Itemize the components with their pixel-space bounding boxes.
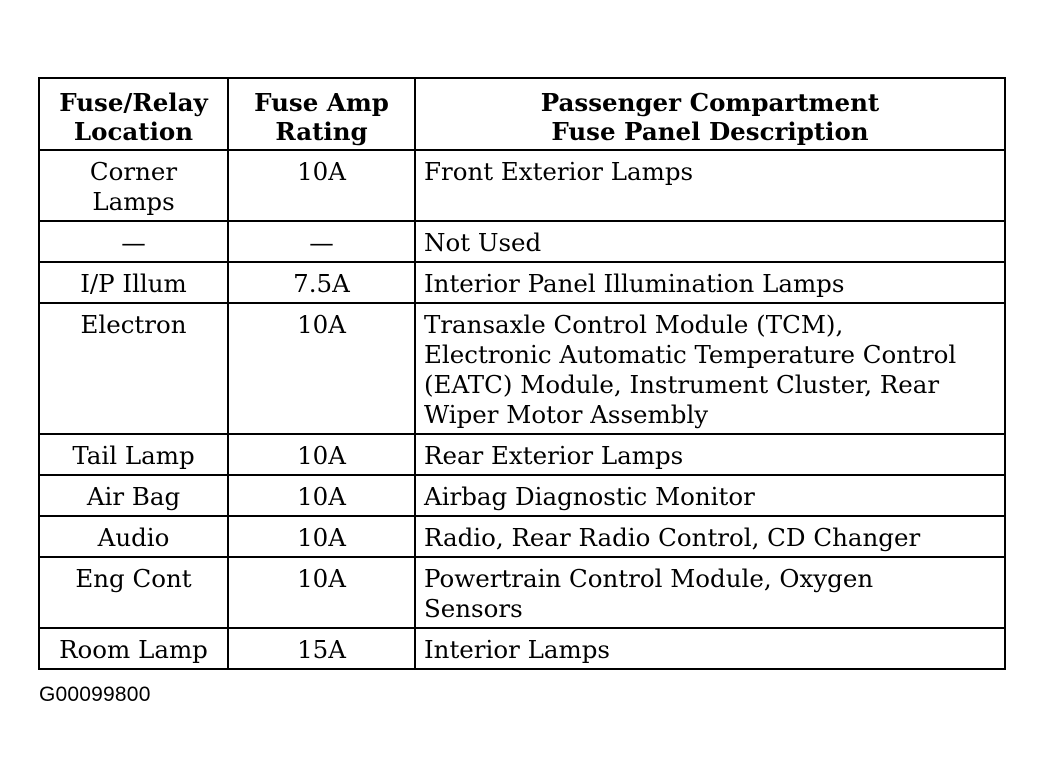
header-amp-rating: Fuse Amp Rating <box>228 78 415 150</box>
table-row <box>39 628 1005 669</box>
table-row <box>39 221 1005 262</box>
table-row <box>39 557 1005 628</box>
cell-location: — <box>39 221 228 262</box>
table-row <box>39 150 1005 221</box>
cell-location: I/P Illum <box>39 262 228 303</box>
figure-reference-code: G00099800 <box>39 683 151 706</box>
cell-description: Interior Lamps <box>415 628 1005 669</box>
cell-location: Audio <box>39 516 228 557</box>
cell-description: Radio, Rear Radio Control, CD Changer <box>415 516 1005 557</box>
header-row <box>39 78 1005 150</box>
cell-location: Electron <box>39 303 228 434</box>
cell-location: Air Bag <box>39 475 228 516</box>
cell-amp: 10A <box>228 434 415 475</box>
cell-description: Transaxle Control Module (TCM), Electronic Automatic Temperature Control (EATC) Module, Instrument Cluster, Rear Wiper Motor Assembly <box>415 303 1005 434</box>
table-row <box>39 262 1005 303</box>
cell-description: Interior Panel Illumination Lamps <box>415 262 1005 303</box>
cell-amp: 15A <box>228 628 415 669</box>
cell-location: Corner Lamps <box>39 150 228 221</box>
cell-description: Front Exterior Lamps <box>415 150 1005 221</box>
table-row <box>39 303 1005 434</box>
cell-description: Airbag Diagnostic Monitor <box>415 475 1005 516</box>
table-row <box>39 516 1005 557</box>
header-description: Passenger Compartment Fuse Panel Description <box>415 78 1005 150</box>
cell-amp: 10A <box>228 557 415 628</box>
cell-description: Rear Exterior Lamps <box>415 434 1005 475</box>
cell-description: Not Used <box>415 221 1005 262</box>
cell-location: Room Lamp <box>39 628 228 669</box>
header-location: Fuse/Relay Location <box>39 78 228 150</box>
cell-amp: 7.5A <box>228 262 415 303</box>
cell-amp: 10A <box>228 475 415 516</box>
cell-description: Powertrain Control Module, Oxygen Sensors <box>415 557 1005 628</box>
table-row <box>39 434 1005 475</box>
fuse-table <box>38 77 1006 670</box>
cell-amp: — <box>228 221 415 262</box>
cell-amp: 10A <box>228 150 415 221</box>
table-row <box>39 475 1005 516</box>
cell-amp: 10A <box>228 516 415 557</box>
cell-amp: 10A <box>228 303 415 434</box>
cell-location: Eng Cont <box>39 557 228 628</box>
cell-location: Tail Lamp <box>39 434 228 475</box>
